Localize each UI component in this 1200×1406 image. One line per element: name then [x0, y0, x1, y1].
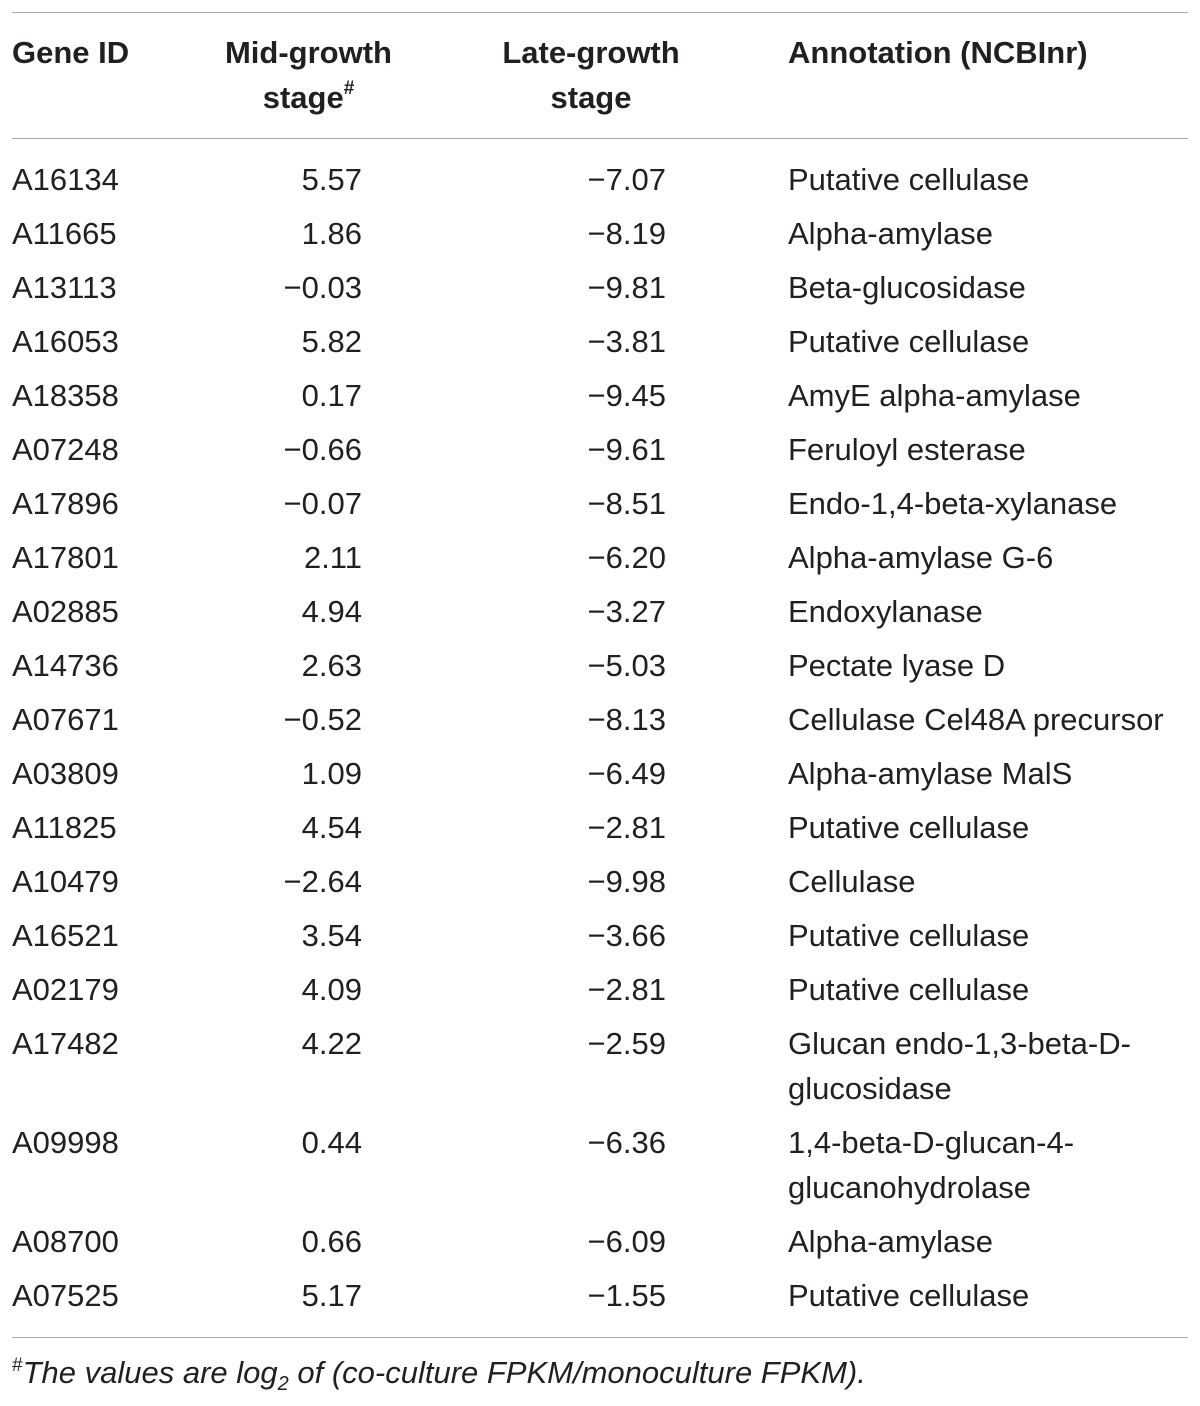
table-row	[12, 265, 1188, 319]
annotation-cell: Alpha-amylase G-6	[788, 540, 1054, 575]
gene-id-cell: A07248	[12, 432, 119, 467]
annotation-cell: Beta-glucosidase	[788, 270, 1026, 305]
header-late-line1: Late-growth	[502, 35, 680, 70]
table-row	[12, 697, 1188, 751]
late-growth-cell: −6.49	[587, 756, 666, 791]
late-growth-cell: −9.98	[587, 864, 666, 899]
gene-id-cell: A07525	[12, 1278, 119, 1313]
mid-growth-cell: 2.63	[301, 648, 362, 683]
header-gene-id: Gene ID	[12, 35, 130, 70]
mid-growth-cell: 5.57	[301, 162, 362, 197]
late-growth-cell: −6.36	[587, 1125, 666, 1160]
table-row	[12, 1273, 1188, 1327]
table-footnote	[12, 1350, 866, 1400]
late-growth-cell: −8.19	[587, 216, 666, 251]
table-row	[12, 1219, 1188, 1273]
late-growth-cell: −5.03	[587, 648, 666, 683]
annotation-cell: Alpha-amylase	[788, 216, 994, 251]
header-late-line2: stage	[550, 80, 632, 115]
annotation-line2: glucosidase	[788, 1071, 952, 1106]
annotation-cell: Endo-1,4-beta-xylanase	[788, 486, 1118, 521]
gene-id-cell: A02179	[12, 972, 119, 1007]
header-annotation: Annotation (NCBInr)	[788, 35, 1088, 70]
late-growth-cell: −3.81	[587, 324, 666, 359]
annotation-cell: Putative cellulase	[788, 918, 1030, 953]
gene-id-cell: A07671	[12, 702, 119, 737]
header-mid-line1: Mid-growth	[224, 35, 392, 70]
gene-id-cell: A17896	[12, 486, 119, 521]
late-growth-cell: −6.20	[587, 540, 666, 575]
annotation-line2: glucanohydrolase	[788, 1170, 1032, 1205]
late-growth-cell: −2.59	[587, 1026, 666, 1061]
gene-id-cell: A11825	[12, 810, 117, 845]
table-row	[12, 589, 1188, 643]
annotation-cell	[787, 1120, 1188, 1219]
gene-id-cell: A16521	[12, 918, 119, 953]
mid-growth-cell: 3.54	[301, 918, 362, 953]
annotation-cell: Pectate lyase D	[788, 648, 1006, 683]
table-header	[12, 0, 1188, 139]
gene-id-cell: A11665	[12, 216, 117, 251]
annotation-line1: 1,4-beta-D-glucan-4-	[788, 1125, 1075, 1160]
mid-growth-cell: −0.03	[283, 270, 362, 305]
annotation-cell: Cellulase Cel48A precursor	[788, 702, 1164, 737]
late-growth-cell: −2.81	[587, 810, 666, 845]
table-row	[12, 913, 1188, 967]
gene-id-cell: A09998	[12, 1125, 119, 1160]
mid-growth-cell: −0.07	[283, 486, 362, 521]
annotation-cell: Putative cellulase	[788, 1278, 1030, 1313]
annotation-cell: Putative cellulase	[788, 810, 1030, 845]
footnote-mark: #	[12, 1355, 23, 1376]
mid-growth-cell: 2.11	[303, 540, 362, 575]
table-row	[12, 535, 1188, 589]
header-mid-growth	[202, 0, 427, 139]
late-growth-cell: −2.81	[587, 972, 666, 1007]
table-body	[12, 139, 1188, 1327]
table-row	[12, 319, 1188, 373]
mid-growth-cell: 0.17	[301, 378, 362, 413]
gene-id-cell: A08700	[12, 1224, 119, 1259]
mid-growth-cell: −2.64	[283, 864, 362, 899]
gene-id-cell: A14736	[12, 648, 119, 683]
mid-growth-cell: 4.22	[301, 1026, 362, 1061]
gene-id-cell: A17801	[12, 540, 119, 575]
annotation-cell: Endoxylanase	[788, 594, 983, 629]
gene-id-cell: A02885	[12, 594, 119, 629]
table-row	[12, 481, 1188, 535]
table-row	[12, 751, 1188, 805]
mid-growth-cell: −0.66	[283, 432, 362, 467]
mid-growth-cell: 5.82	[301, 324, 362, 359]
mid-growth-cell: 4.09	[301, 972, 362, 1007]
header-mid-line2: stage	[262, 80, 344, 115]
mid-growth-cell: 0.44	[301, 1125, 362, 1160]
annotation-cell: Alpha-amylase	[788, 1224, 994, 1259]
mid-growth-cell: −0.52	[283, 702, 362, 737]
late-growth-cell: −6.09	[587, 1224, 666, 1259]
late-growth-cell: −9.45	[587, 378, 666, 413]
gene-id-cell: A17482	[12, 1026, 119, 1061]
footnote-text-before: The values are log	[22, 1355, 278, 1390]
gene-id-cell: A16053	[12, 324, 119, 359]
mid-growth-cell: 1.86	[301, 216, 362, 251]
table-row	[12, 1021, 1188, 1120]
annotation-cell: Putative cellulase	[788, 972, 1030, 1007]
table-row	[12, 1120, 1188, 1219]
annotation-cell: AmyE alpha-amylase	[788, 378, 1081, 413]
late-growth-cell: −1.55	[587, 1278, 666, 1313]
annotation-cell: Alpha-amylase MalS	[788, 756, 1073, 791]
annotation-cell: Cellulase	[788, 864, 916, 899]
footnote-text-after: of (co-culture FPKM/monoculture FPKM).	[288, 1355, 866, 1390]
late-growth-cell: −8.13	[587, 702, 666, 737]
table-row	[12, 805, 1188, 859]
gene-id-cell: A10479	[12, 864, 119, 899]
bottom-rule	[12, 1337, 1188, 1338]
footnote-mark: #	[343, 77, 355, 99]
mid-growth-cell: 0.66	[301, 1224, 362, 1259]
annotation-cell: Feruloyl esterase	[788, 432, 1026, 467]
table-row	[12, 427, 1188, 481]
mid-growth-cell: 4.94	[301, 594, 362, 629]
annotation-line1: Glucan endo-1,3-beta-D-	[788, 1026, 1131, 1061]
annotation-cell: Putative cellulase	[788, 324, 1030, 359]
table-row	[12, 139, 1188, 211]
gene-id-cell: A18358	[12, 378, 119, 413]
annotation-cell	[787, 1021, 1188, 1120]
table-row	[12, 211, 1188, 265]
footnote-subscript: 2	[277, 1373, 289, 1396]
mid-growth-cell: 4.54	[301, 810, 362, 845]
gene-expression-table	[12, 0, 1188, 1327]
gene-id-cell: A16134	[12, 162, 119, 197]
late-growth-cell: −8.51	[587, 486, 666, 521]
mid-growth-cell: 5.17	[301, 1278, 362, 1313]
late-growth-cell: −7.07	[587, 162, 666, 197]
header-row	[12, 0, 1188, 139]
table-row	[12, 373, 1188, 427]
gene-id-cell: A03809	[12, 756, 119, 791]
late-growth-cell: −9.81	[587, 270, 666, 305]
late-growth-cell: −3.66	[587, 918, 666, 953]
table-row	[12, 643, 1188, 697]
mid-growth-cell: 1.09	[301, 756, 362, 791]
annotation-cell: Putative cellulase	[788, 162, 1030, 197]
late-growth-cell: −9.61	[587, 432, 666, 467]
gene-id-cell: A13113	[12, 270, 117, 305]
late-growth-cell: −3.27	[587, 594, 666, 629]
table-row	[12, 967, 1188, 1021]
header-late-growth	[427, 0, 787, 139]
table-row	[12, 859, 1188, 913]
